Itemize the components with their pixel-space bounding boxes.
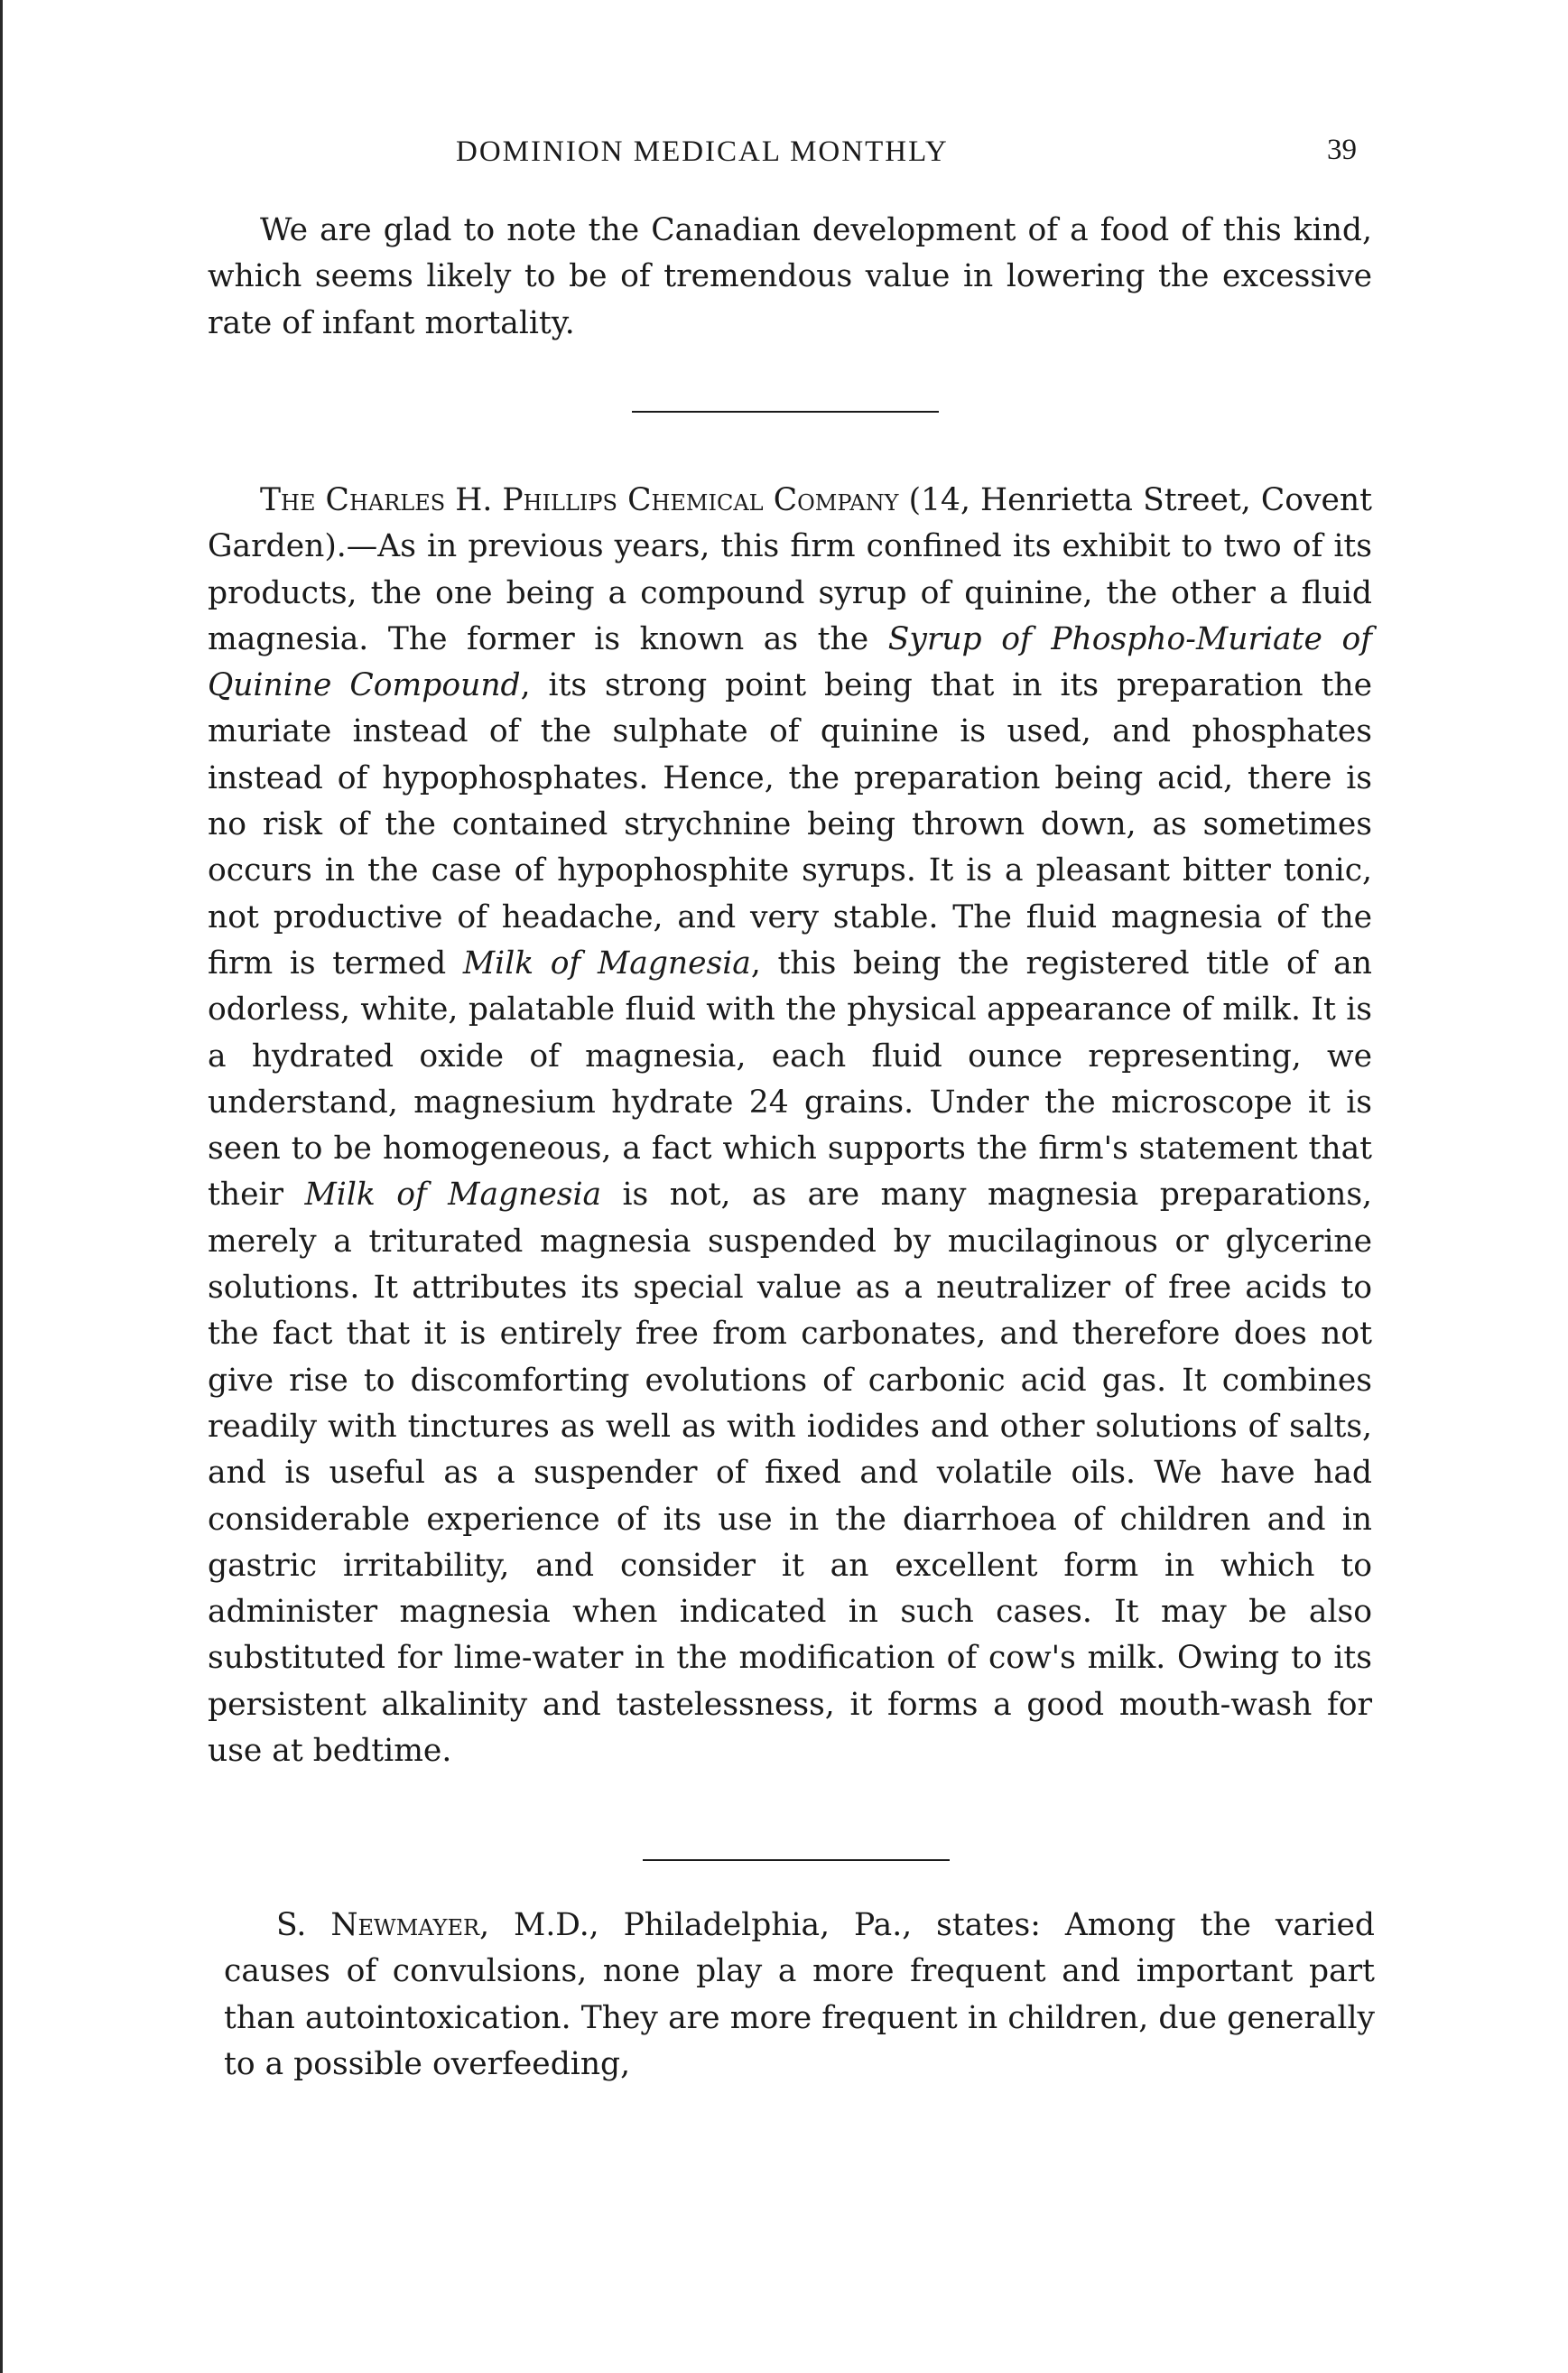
paragraph-text-d: is not, as are many magnesia preparations, merely a triturated magnesia suspended by mucilaginous or glycerine solutions. It attributes its special value as a neutralizer of free acids to the fact that it is entirely free from carbonates, and therefore does not give rise to discomforting evolutions of carbonic acid gas. It combines readily with tinctures as well as with iodides and other solutions of salts, and is useful as a suspender of fixed and volatile oils. We have had considerable experience of its use in the diarrhoea of children and in gastric irritability, and consider it an excellent form in which to administer magnesia when indicated in such cases. It may be also substituted for lime-water in the modification of cow's milk. Owing to its persistent alkalinity and tastelessness, it forms a good mouth-wash for use at bedtime. (208, 1177, 1372, 1770)
page-edge-line (0, 0, 3, 2373)
product-name-milk-of-magnesia-2: Milk of Magnesia (304, 1177, 602, 1214)
product-name-syrup: Syrup of Phospho-Muriate of Quinine Compound (208, 620, 1372, 704)
paragraph-text: We are glad to note the Canadian development of a food of this kind, which seems likely to be of tremendous value in lowering the excessive rate of infant mortality. (208, 212, 1372, 341)
paragraph-text-b: , its strong point being that in its preparation the muriate instead of the sulphate of quinine is used, and phosphates instead of hypophosphates. Hence, the preparation being acid, there is no risk of the contained strychnine being thrown down, as sometimes occurs in the case of hypophosphite syrups. It is a pleasant bitter tonic, not productive of headache, and very stable. The fluid magnesia of the firm is termed (208, 667, 1373, 982)
paragraph-newmayer (224, 1903, 1375, 2088)
company-address: (14, Henrietta Street, Covent Garden). (208, 482, 1372, 565)
paragraph-text-a: —As in previous years, this firm confined its exhibit to two of its products, the one being a compound syrup of quinine, the other a fluid magnesia. The former is known as the (208, 528, 1372, 657)
author-name: Newmayer, (330, 1907, 490, 1943)
section-divider (643, 1859, 950, 1861)
paragraph-phillips-company (208, 478, 1372, 1774)
running-head: DOMINION MEDICAL MONTHLY (456, 135, 949, 168)
paragraph-text-c: , this being the registered title of an odorless, white, palatable fluid with the physical appearance of milk. It is a hydrated oxide of magnesia, each fluid ounce representing, we understand, magnesium hydrate 24 grains. Under the microscope it is seen to be homogeneous, a fact which supports the firm's statement that their (208, 945, 1372, 1214)
company-name: The Charles H. Phillips Chemical Company (260, 482, 899, 518)
paragraph-text: M.D., Philadelphia, Pa., states: Among the varied causes of convulsions, none play a more frequent and important part than autointoxication. They are more frequent in children, due generally to a possible overfeeding, (224, 1907, 1375, 2082)
author-initial: S. (276, 1907, 307, 1943)
section-divider (632, 411, 939, 413)
page-header (208, 135, 1381, 181)
page-number: 39 (1327, 134, 1357, 166)
product-name-milk-of-magnesia: Milk of Magnesia (462, 945, 751, 982)
paragraph-infant-food (208, 208, 1372, 347)
